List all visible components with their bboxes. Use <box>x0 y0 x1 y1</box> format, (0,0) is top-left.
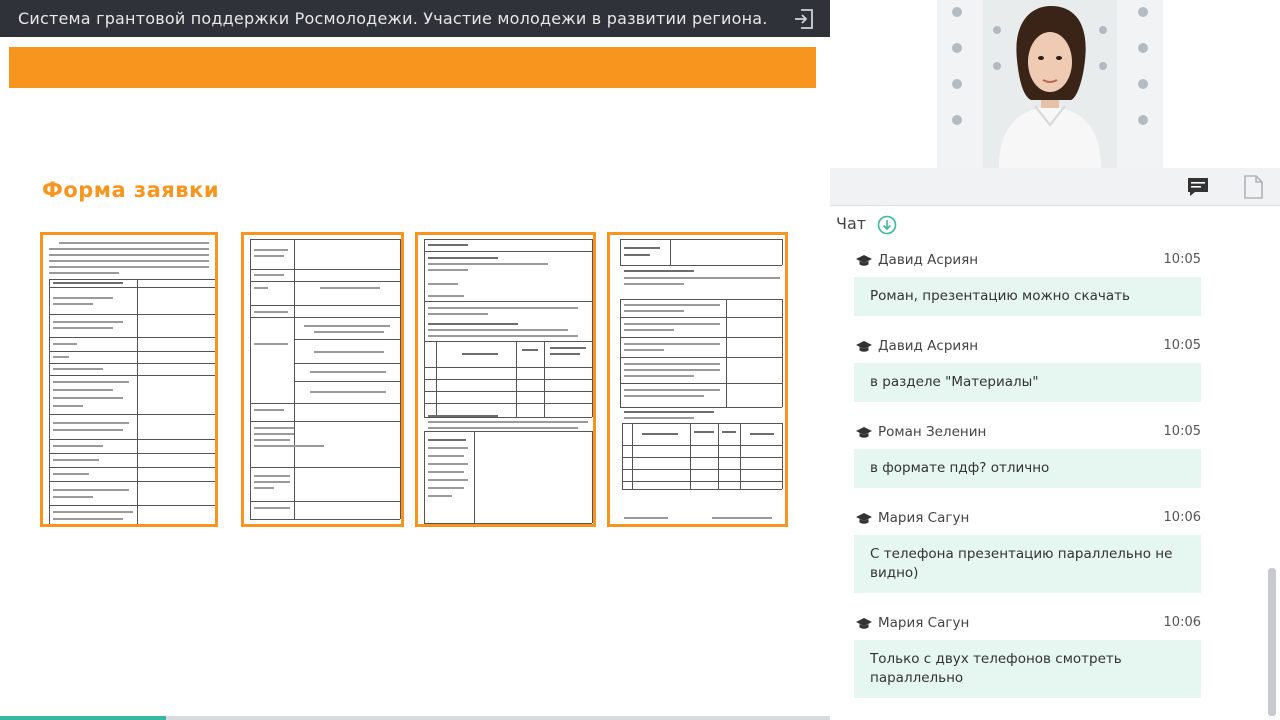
application-form-page-4 <box>607 232 788 527</box>
graduation-cap-icon <box>856 427 872 439</box>
application-form-page-3 <box>415 232 596 527</box>
message-time: 10:05 <box>1163 252 1201 267</box>
file-icon[interactable] <box>1232 168 1274 206</box>
application-form-page-1 <box>40 232 218 527</box>
speaker-video <box>937 0 1163 168</box>
message-author: Мария Сагун <box>878 615 970 631</box>
message-text: Роман, презентацию можно скачать <box>854 277 1201 316</box>
message-author: Давид Асриян <box>878 338 979 354</box>
application-form-page-2 <box>241 232 404 527</box>
chat-message <box>856 424 1201 476</box>
side-panel <box>830 0 1280 720</box>
slide-header-band <box>9 47 816 88</box>
chat-message <box>856 615 1201 686</box>
exit-icon[interactable] <box>792 7 816 31</box>
graduation-cap-icon <box>856 341 872 353</box>
graduation-cap-icon <box>856 513 872 525</box>
message-text: Только с двух телефонов смотреть параллельно <box>854 640 1201 698</box>
message-author: Давид Асриян <box>878 252 979 268</box>
message-text: в разделе "Материалы" <box>854 363 1201 402</box>
slide-heading: Форма заявки <box>42 178 220 202</box>
message-text: в формате пдф? отлично <box>854 449 1201 488</box>
message-time: 10:06 <box>1163 615 1201 630</box>
message-time: 10:05 <box>1163 424 1201 439</box>
chat-scrollbar[interactable] <box>1268 568 1276 716</box>
panel-tabs <box>830 168 1280 206</box>
presentation-progress-bar <box>0 716 830 720</box>
graduation-cap-icon <box>856 618 872 630</box>
message-time: 10:05 <box>1163 338 1201 353</box>
chat-title: Чат <box>836 214 867 233</box>
message-time: 10:06 <box>1163 510 1201 525</box>
message-author: Мария Сагун <box>878 510 970 526</box>
message-author: Роман Зеленин <box>878 424 987 440</box>
presentation-slide <box>0 37 830 717</box>
chat-message <box>856 252 1201 304</box>
chat-icon[interactable] <box>1176 168 1218 206</box>
chat-message <box>856 510 1201 581</box>
webinar-title: Система грантовой поддержки Росмолодежи. Участие молодежи в развитии региона. <box>18 9 768 28</box>
graduation-cap-icon <box>856 255 872 267</box>
top-bar <box>0 0 830 37</box>
message-text: С телефона презентацию параллельно не видно) <box>854 535 1201 593</box>
presentation-progress-fill <box>0 716 166 720</box>
scroll-down-icon[interactable] <box>877 215 897 235</box>
chat-message <box>856 338 1201 390</box>
